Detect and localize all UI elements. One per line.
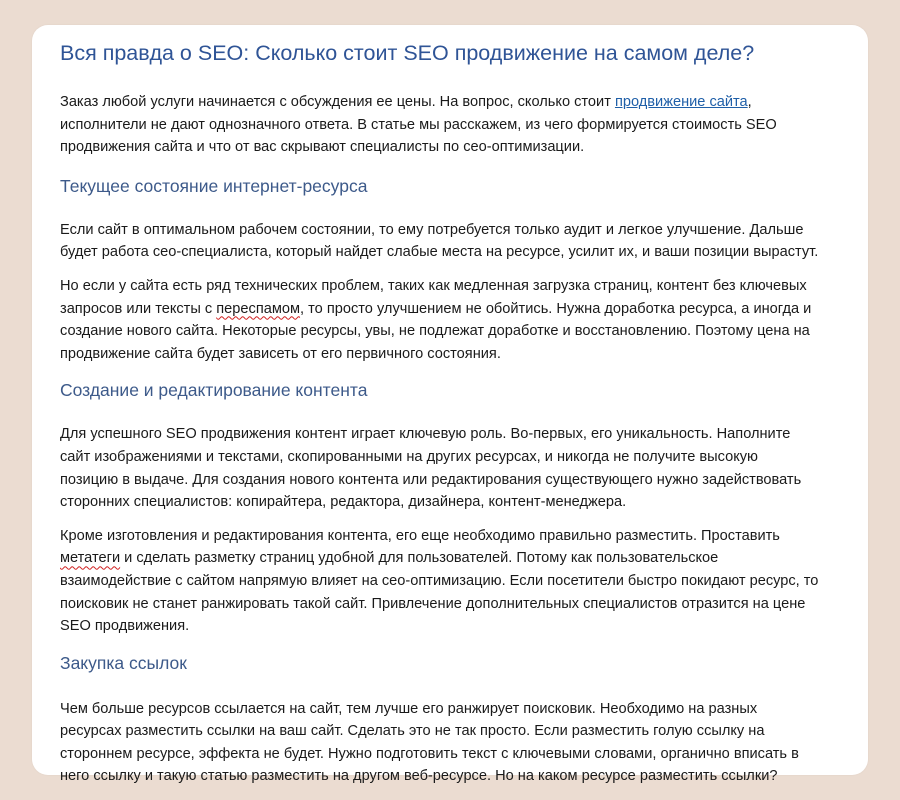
links-paragraph-1: Чем больше ресурсов ссылается на сайт, тем лучше его ранжирует поисковик. Необходимо на разных ресурсах разместить ссылки на ваш сайт. Сделать это не так просто. Если разместить голую ссылку на стороннем ресурсе, эффекта не будет. Нужно подготовить текст с ключевыми словами, органично вписать в него ссылку и такую статью разместить на другом веб-ресурсе. Но на каком ресурсе разместить ссылки? <box>60 700 799 785</box>
content-paragraph-1: Для успешного SEO продвижения контент играет ключевую роль. Во-первых, его уникальность. Наполните сайт изображениями и текстами, скопированными на других ресурсах, и никогда не получите высокую позицию в выдаче. Для создания нового контента или редактирования существующего нужно задействовать сторонних специалистов: копирайтера, редактора, дизайнера, контент-менеджера. <box>60 426 802 511</box>
content-paragraph-2: Кроме изготовления и редактирования контента, его еще необходимо правильно разместить. Проставить метатеги и сделать разметку страниц удобной для пользователей. Потому как пользовательское взаимодействие с сайтом напрямую влияет на сео-оптимизацию. Если посетители быстро покидают ресурс, то поисковик не станет ранжировать такой сайт. Привлечение дополнительных специалистов отразится на цене SEO продвижения. <box>60 527 819 635</box>
section-heading-links: Закупка ссылок <box>60 652 187 673</box>
misspelled-word: метатеги <box>60 550 121 567</box>
section-heading-content: Создание и редактирование контента <box>60 380 368 401</box>
article-card <box>32 25 868 785</box>
state-paragraph-2: Но если у сайта есть ряд технических проблем, таких как медленная загрузка страниц, контент без ключевых запросов или тексты с переспамом, то просто улучшением не обойтись. Нужна доработка ресурса, а иногда и создание нового сайта. Некоторые ресурсы, увы, не подлежат доработке и восстановлению. Поэтому цена на продвижение сайта будет зависеть от его первичного состояния. <box>60 277 812 362</box>
section-heading-state: Текущее состояние интернет-ресурса <box>60 175 368 196</box>
misspelled-word: переспамом <box>216 300 301 317</box>
intro-paragraph: Заказ любой услуги начинается с обсуждения ее цены. На вопрос, сколько стоит продвижение сайта, исполнители не дают однозначного ответа. В статье мы расскажем, из чего формируется стоимость SEO продвижения сайта и что от вас скрывают специалисты по сео-оптимизации. <box>60 94 777 156</box>
state-paragraph-1: Если сайт в оптимальном рабочем состоянии, то ему потребуется только аудит и легкое улучшение. Дальше будет работа сео-специалиста, который найдет слабые места на ресурсе, усилит их, и ваши позиции вырастут. <box>60 221 819 261</box>
article-title: Вся правда о SEO: Сколько стоит SEO продвижение на самом деле? <box>60 41 755 65</box>
seo-promotion-link[interactable]: продвижение сайта <box>614 94 748 110</box>
